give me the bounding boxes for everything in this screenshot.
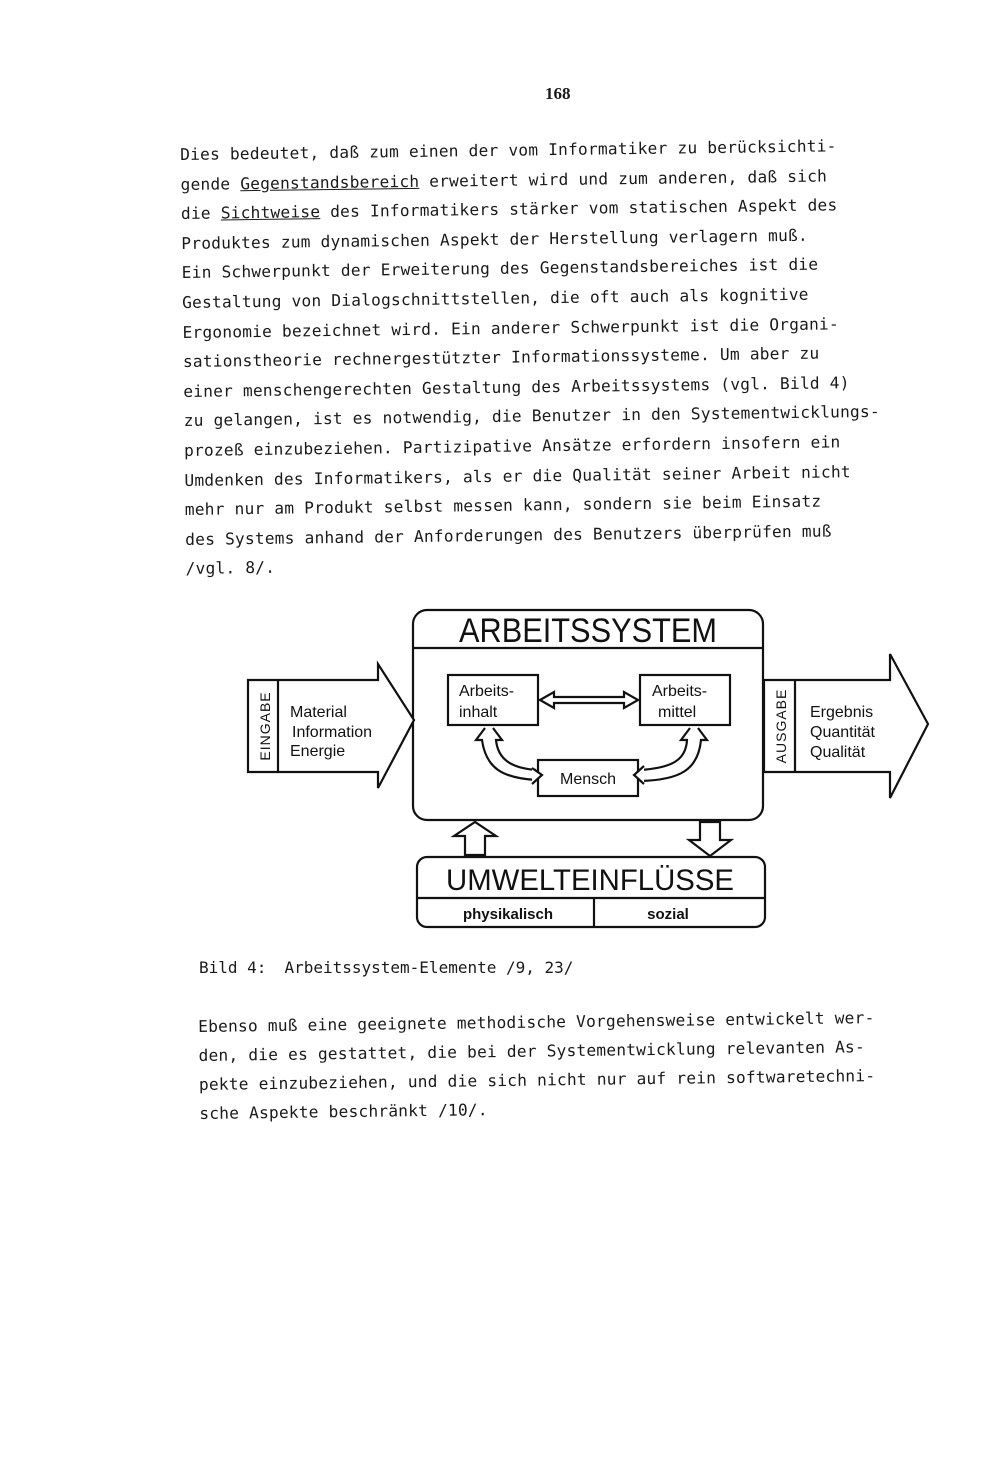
output-label: AUSGABE <box>773 688 789 764</box>
element-means-line2: mittel <box>658 704 697 721</box>
text-line: /vgl. 8/. <box>185 558 276 579</box>
text-line: den, die es gestattet, die bei der Systementwicklung relevanten As- <box>198 1037 866 1065</box>
text-line: Ebenso muß eine geeignete methodische Vorgehensweise entwickelt wer- <box>198 1008 875 1036</box>
element-content-line1: Arbeits- <box>459 683 515 700</box>
text-line: prozeß einzubeziehen. Partizipative Ansätze erfordern insofern ein <box>183 432 841 460</box>
caption-number: Bild 4: <box>199 958 267 977</box>
text-line: Ergonomie bezeichnet wird. Ein anderer Schwerpunkt ist die Organi- <box>182 313 840 342</box>
text-line: Gestaltung von Dialogschnittstellen, die oft auch als kognitive <box>182 284 809 312</box>
text-line: Produktes zum dynamischen Aspekt der Herstellung verlagern muß. <box>181 225 809 253</box>
figure-caption <box>199 958 573 977</box>
means-human-curve <box>640 728 690 770</box>
text-line: mehr nur am Produkt selbst messen kann, sondern sie beim Einsatz <box>184 491 822 520</box>
input-item-energy: Energie <box>290 743 346 760</box>
text-line: Umdenken des Informatikers, als er die Qualität seiner Arbeit nicht <box>184 461 851 490</box>
input-label: EINGABE <box>257 691 273 761</box>
underlined-term: Gegenstandsbereich <box>240 171 420 193</box>
content-means-double-arrow <box>540 692 638 708</box>
text-segment: die <box>180 203 221 224</box>
environment-title: UMWELTEINFLÜSSE <box>446 864 734 897</box>
text-segment: erweitert wird und zum anderen, daß sich <box>419 166 828 191</box>
input-item-information: Information <box>292 724 373 741</box>
output-item-result: Ergebnis <box>810 704 874 721</box>
output-item-quantity: Quantität <box>810 724 875 741</box>
environment-physical: physikalisch <box>462 906 554 923</box>
text-line: zu gelangen, ist es notwendig, die Benutzer in den Systementwicklungs- <box>183 402 880 431</box>
text-line: Dies bedeutet, daß zum einen der vom Informatiker zu berücksichti- <box>180 136 837 164</box>
environment-social: sozial <box>647 906 689 923</box>
content-human-curve <box>476 728 536 780</box>
element-means-line1: Arbeits- <box>652 683 708 700</box>
element-content-line2: inhalt <box>459 704 498 721</box>
text-segment: des Informatikers stärker vom statischen Aspekt des <box>320 195 838 222</box>
text-line: des Systems anhand der Anforderungen des Benutzers überprüfen muß <box>185 521 832 549</box>
environment-down-arrow <box>689 822 731 856</box>
text-line: pekte einzubeziehen, und die sich nicht nur auf rein softwaretechni- <box>198 1066 876 1094</box>
text-segment: gende <box>180 173 241 194</box>
element-human-label: Mensch <box>559 771 617 788</box>
diagram-title: ARBEITSSYSTEM <box>459 612 717 650</box>
caption-text: Arbeitssystem-Elemente /9, 23/ <box>284 958 574 977</box>
input-item-material: Material <box>290 704 347 721</box>
text-line: sationstheorie rechnergestützter Informationssysteme. Um aber zu <box>182 343 820 372</box>
text-line: Ein Schwerpunkt der Erweiterung des Gegenstandsbereiches ist die <box>181 255 819 283</box>
underlined-term: Sichtweise <box>220 202 321 223</box>
body-paragraph-1 <box>180 130 946 584</box>
arbeitssystem-diagram <box>240 600 940 940</box>
text-line: einer menschengerechten Gestaltung des Arbeitssystems (vgl. Bild 4) <box>183 373 850 401</box>
text-line: sche Aspekte beschränkt /10/. <box>199 1100 488 1123</box>
output-item-quality: Qualität <box>810 744 866 761</box>
body-paragraph-2 <box>198 1002 959 1128</box>
environment-up-arrow <box>454 822 496 855</box>
page-number: 168 <box>545 84 571 103</box>
